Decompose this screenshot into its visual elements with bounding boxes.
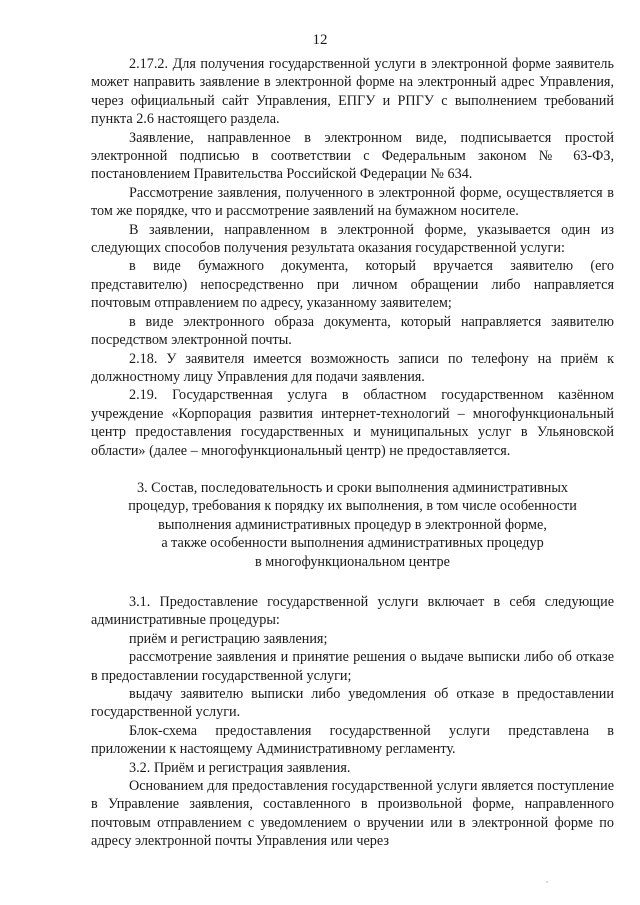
paragraph-paper-document: в виде бумажного документа, который вручается заявителю (его представителю) непосредственно при личном обращении либо направляется почтовым отправлением по адресу, указанному заявителем; [91,258,614,312]
heading-line: процедур, требования к порядку их выполнения, в том числе особенности [128,498,577,515]
heading-line: выполнения административных процедур в электронной форме, [158,516,547,533]
heading-line: а также особенности выполнения административных процедур [161,535,544,552]
paragraph-2-17-2: 2.17.2. Для получения государственной услуги в электронной форме заявитель может направить заявление в электронной форме на электронный адрес Управления, через официальный сайт Управления, ЕПГУ и РПГУ с выполнением требований пункта 2.6 настоящего раздела. [91,56,614,128]
paragraph-result-methods: В заявлении, направленном в электронной форме, указывается один из следующих способов получения результата оказания государственной услуги: [91,221,614,257]
paragraph-basis: Основанием для предоставления государственной услуги является поступление в Управление заявления, составленного в произвольной форме, направленного почтовым отправлением с уведомлением о вручении или в электронной форме по адресу электронной почты Управления или через [91,778,614,850]
paragraph-review-procedure: Рассмотрение заявления, полученного в электронной форме, осуществляется в том же порядке, что и рассмотрение заявлений на бумажном носителе. [91,184,614,220]
paragraph-flowchart-reference: Блок-схема предоставления государственной услуги представлена в приложении к настоящему Административному регламенту. [91,722,614,758]
paragraph-2-18: 2.18. У заявителя имеется возможность записи по телефону на приём к должностному лицу Управления для подачи заявления. [91,350,614,385]
paragraph-3-1: 3.1. Предоставление государственной услуги включает в себя следующие административные процедуры: [91,593,614,629]
paragraph-3-2: 3.2. Приём и регистрация заявления. [129,759,351,776]
document-body [91,55,614,851]
heading-line: в многофункциональном центре [255,553,450,570]
paragraph-electronic-image: в виде электронного образа документа, который направляется заявителю посредством электронной почты. [91,313,614,349]
list-item-issuance: выдачу заявителю выписки либо уведомления об отказе в предоставлении государственной услуги. [91,686,614,721]
list-item-registration: приём и регистрацию заявления; [129,630,328,647]
heading-line: 3. Состав, последовательность и сроки выполнения административных [136,479,569,496]
list-item-review-decision: рассмотрение заявления и принятие решения о выдаче выписки либо об отказе в предоставлении государственной услуги; [91,649,614,684]
scan-speck [546,881,548,883]
paragraph-2-19: 2.19. Государственная услуга в областном государственном казённом учреждение «Корпорация развития интернет-технологий – многофункциональный центр предоставления государственных и муниципальных услуг в Ульяновской области» (далее – многофункциональный центр) не предоставляется. [91,387,614,459]
section-3-heading [91,479,614,571]
paragraph-electronic-signature: Заявление, направленное в электронном виде, подписывается простой электронной подписью в соответствии с Федеральным законом № 63-ФЗ, постановлением Правительства Российской Федерации № 634. [91,129,614,183]
page-number: 12 [312,32,328,48]
